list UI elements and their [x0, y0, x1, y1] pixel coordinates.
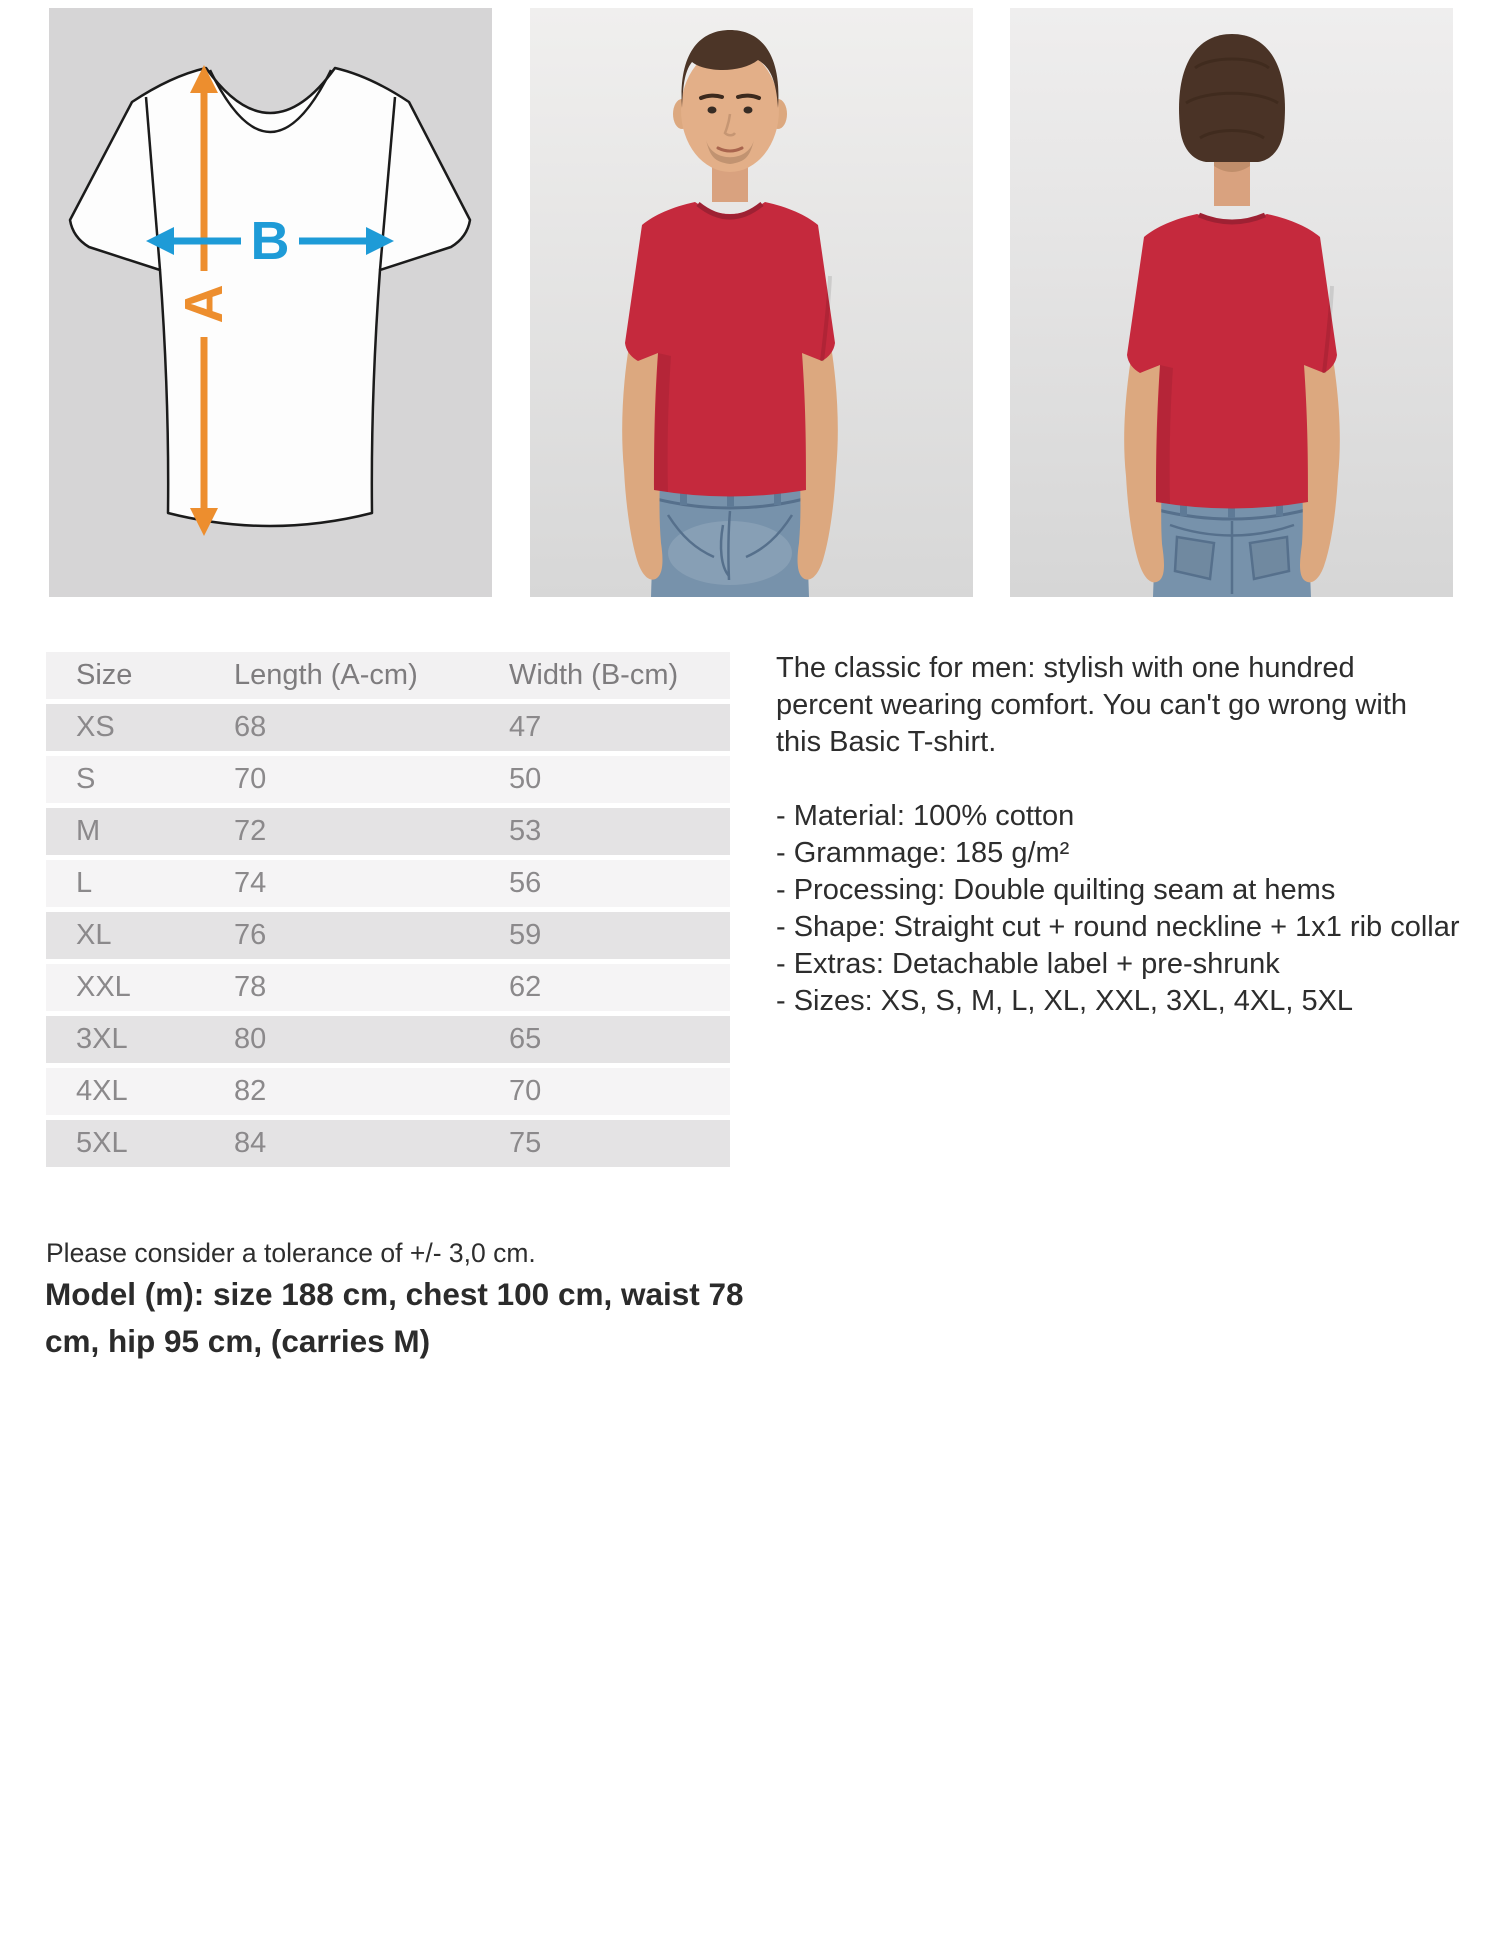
cell-length: 72	[234, 815, 267, 847]
cell-width: 47	[509, 711, 542, 743]
model-measurements-line2: cm, hip 95 cm, (carries M)	[45, 1323, 431, 1359]
cell-size: XL	[76, 919, 112, 951]
model-front-photo	[530, 8, 973, 597]
cell-length: 68	[234, 711, 267, 743]
table-row	[46, 756, 730, 803]
cell-length: 74	[234, 867, 267, 899]
tshirt-measurement-diagram	[49, 8, 492, 597]
col-header-size: Size	[76, 659, 133, 691]
bullet-grammage: - Grammage: 185 g/m²	[776, 837, 1070, 869]
tshirt-front	[625, 202, 835, 497]
model-front-svg	[530, 8, 973, 597]
col-header-width: Width (B-cm)	[509, 659, 679, 691]
cell-width: 50	[509, 763, 542, 795]
table-row	[46, 808, 730, 855]
jeans-back	[1153, 496, 1311, 597]
size-table	[46, 652, 730, 1172]
table-row	[46, 912, 730, 959]
model-back-svg	[1010, 8, 1453, 597]
tshirt-back	[1127, 214, 1337, 509]
cell-width: 70	[509, 1075, 542, 1107]
cell-size: M	[76, 815, 101, 847]
size-table-header	[46, 652, 730, 699]
cell-size: 5XL	[76, 1127, 128, 1159]
table-row	[46, 860, 730, 907]
cell-size: 4XL	[76, 1075, 128, 1107]
bullet-shape: - Shape: Straight cut + round neckline + 1x1 rib collar	[776, 911, 1460, 943]
model-measurements	[45, 1271, 765, 1365]
product-description	[776, 650, 1460, 1020]
cell-width: 75	[509, 1127, 542, 1159]
bullet-material: - Material: 100% cotton	[776, 800, 1075, 832]
model-back-photo	[1010, 8, 1453, 597]
cell-width: 53	[509, 815, 542, 847]
cell-length: 70	[234, 763, 267, 795]
table-row	[46, 1068, 730, 1115]
label-b: B	[250, 211, 290, 271]
cell-width: 56	[509, 867, 542, 899]
jeans-front	[651, 484, 809, 597]
cell-length: 80	[234, 1023, 267, 1055]
tolerance-note: Please consider a tolerance of +/- 3,0 cm.	[46, 1238, 536, 1268]
description-intro: The classic for men: stylish with one hundred percent wearing comfort. You can't go wrong with this Basic T-shirt.	[776, 652, 1408, 758]
cell-length: 82	[234, 1075, 267, 1107]
cell-length: 78	[234, 971, 267, 1003]
model-measurements-line1: Model (m): size 188 cm, chest 100 cm, waist 78	[45, 1276, 744, 1312]
col-header-length: Length (A-cm)	[234, 659, 418, 691]
cell-width: 62	[509, 971, 542, 1003]
tshirt-diagram-svg	[49, 8, 492, 597]
bullet-processing: - Processing: Double quilting seam at hems	[776, 874, 1336, 906]
bullet-sizes: - Sizes: XS, S, M, L, XL, XXL, 3XL, 4XL, 5XL	[776, 985, 1354, 1017]
bullet-extras: - Extras: Detachable label + pre-shrunk	[776, 948, 1280, 980]
cell-size: L	[76, 867, 93, 899]
cell-width: 59	[509, 919, 542, 951]
table-row	[46, 964, 730, 1011]
table-row	[46, 1120, 730, 1167]
tshirt-outline	[70, 68, 470, 526]
label-a: A	[174, 284, 234, 324]
cell-size: 3XL	[76, 1023, 128, 1055]
cell-size: XS	[76, 711, 115, 743]
cell-length: 76	[234, 919, 267, 951]
cell-size: XXL	[76, 971, 131, 1003]
cell-size: S	[76, 763, 96, 795]
table-row	[46, 704, 730, 751]
cell-width: 65	[509, 1023, 542, 1055]
cell-length: 84	[234, 1127, 267, 1159]
table-row	[46, 1016, 730, 1063]
